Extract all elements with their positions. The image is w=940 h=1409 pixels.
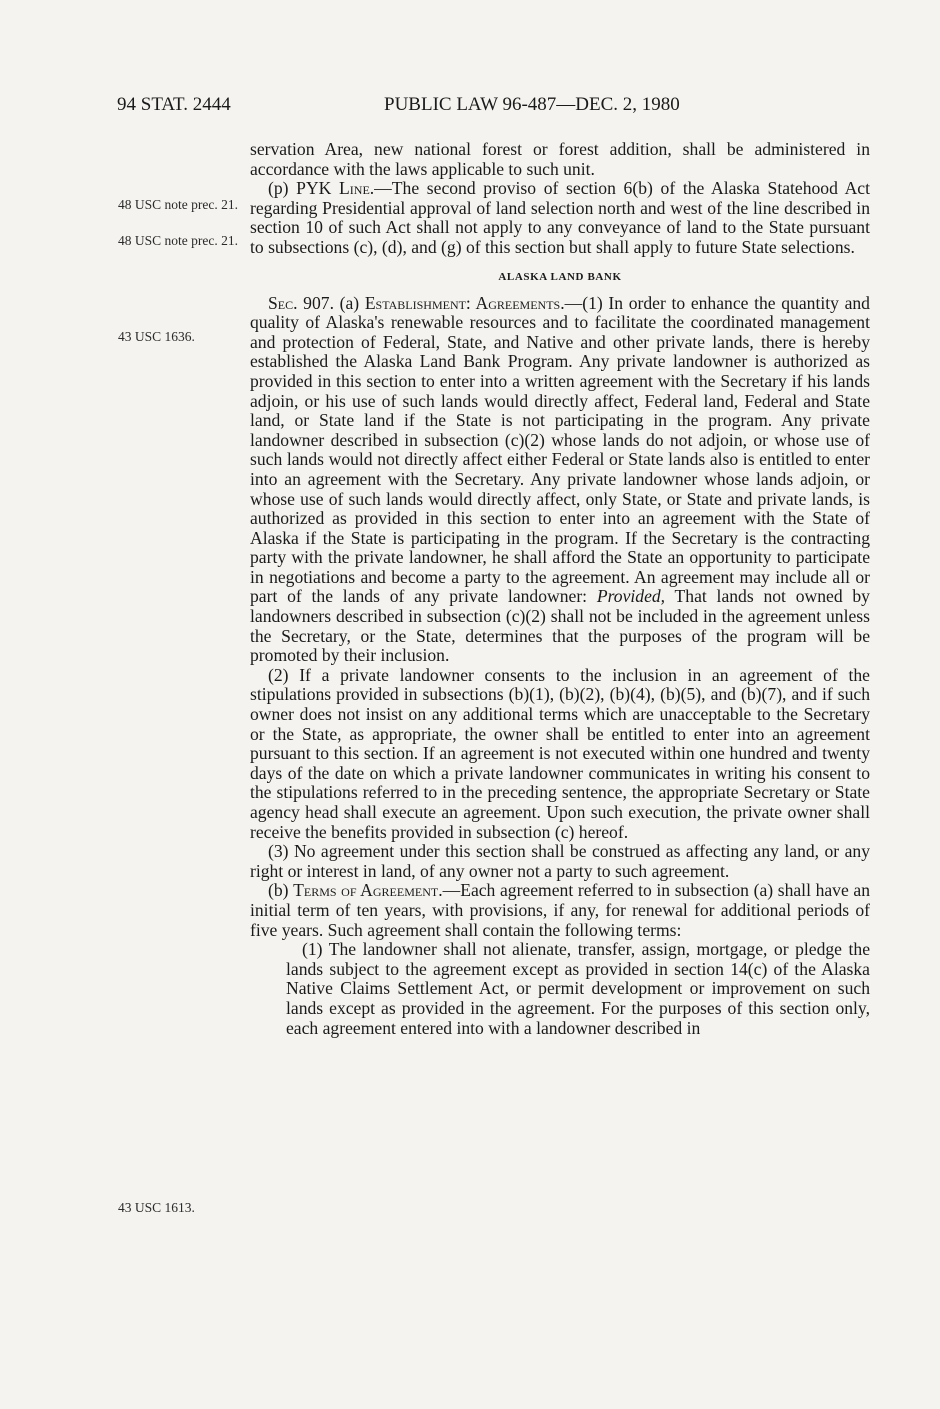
body-text bbox=[250, 140, 870, 1038]
statute-page-ref: 94 STAT. 2444 bbox=[117, 94, 231, 115]
sec-num: . 907. (a) bbox=[293, 292, 365, 313]
paragraph-p-pyk-line bbox=[250, 179, 870, 257]
para-text: .—(1) In order to enhance the quantity and quality of Alaska's renewable resources and to facilitate the coordinated management and protection of Federal, State, and Native and other private lands, there is hereby established the Alaska Land Bank Program. Any private landowner is authorized as provided in this section to enter into a written agreement with the Secretary if his lands adjoin, or his use of such lands would directly affect, Federal land, Federal and State land, or State land if the State is not participating in the program. Any private landowner described in subsection (c)(2) whose lands do not adjoin, or whose use of such lands would not directly affect either Federal or State lands also is entitled to enter into an agreement with the Secretary. Any private landowner whose lands adjoin, or whose use of such lands would directly affect, only State, or State and private lands, is authorized as provided in this section to enter into an agreement with the State of Alaska if the State is participating in the program. If the Secretary is the contracting party with the private landowner, he shall afford the State an opportunity to participate in negotiations and become a party to the agreement. An agreement may include all or part of the lands of any private landowner: bbox=[250, 292, 870, 607]
section-907-a1 bbox=[250, 294, 870, 666]
margin-note: 43 USC 1636. bbox=[118, 329, 195, 344]
section-heading: ALASKA LAND BANK bbox=[498, 270, 622, 283]
margin-note: 48 USC note prec. 21. bbox=[118, 197, 238, 212]
subsection-heading: Establishment: Agreements bbox=[364, 292, 561, 313]
para-lead: (p) PYK bbox=[268, 178, 340, 199]
para-lead: (b) bbox=[268, 880, 294, 901]
para-text: That lands not owned by landowners described in subsection (c)(2) shall not be included in the agreement unless the Secretary, or the State, determines that the purposes of the program will be promoted by their inclusion. bbox=[250, 586, 870, 666]
running-title: PUBLIC LAW 96-487—DEC. 2, 1980 bbox=[384, 94, 680, 115]
sec-abbr: Sec bbox=[268, 292, 294, 313]
margin-note: 48 USC note prec. 21. bbox=[118, 233, 238, 248]
provided-term: Provided, bbox=[596, 586, 666, 607]
page-header bbox=[0, 94, 940, 120]
paragraph-b1 bbox=[250, 940, 870, 1038]
continuation-paragraph: servation Area, new national forest or forest addition, shall be administered in accordance with the laws applicable to such unit. bbox=[250, 139, 870, 179]
margin-note: 43 USC 1613. bbox=[118, 1200, 195, 1215]
para-text: (1) The landowner shall not alienate, transfer, assign, mortgage, or pledge the lands subject to the agreement except as provided in section 14(c) of the Alaska Native Claims Settlement Act, or permit development or improvement on such lands except as provided in the agreement. For the purposes of this section only, each agreement entered into with a landowner described in bbox=[286, 939, 870, 1038]
para-heading: Line bbox=[339, 178, 370, 199]
para-text: .—Each agreement referred to in subsection (a) shall have an initial term of ten years, with provisions, if any, for renewal for additional periods of five years. Such agreement shall contain the following terms: bbox=[250, 880, 871, 940]
para-text: .—The second proviso of section 6(b) of the Alaska Statehood Act regarding Presidential approval of land selection north and west of the line described in section 10 of such Act shall not apply to any conveyance of land to the State pursuant to subsections (c), (d), and (g) of this section but shall apply to future State selections. bbox=[250, 178, 870, 257]
paragraph-a2: (2) If a private landowner consents to the inclusion in an agreement of the stipulations provided in subsections (b)(1), (b)(2), (b)(4), (b)(5), and (b)(7), and if such owner does not insist on any additional terms which are unacceptable to the Secretary or the State, as appropriate, the owner shall be entitled to enter into an agreement pursuant to this section. If an agreement is not executed within one hundred and twenty days of the date on which a private landowner communicates in writing his consent to the stipulations referred to in the preceding sentence, the appropriate Secretary or State agency head shall execute an agreement. Upon such execution, the private owner shall receive the benefits provided in subsection (c) hereof. bbox=[250, 664, 870, 842]
paragraph-a3: (3) No agreement under this section shall be construed as affecting any land, or any right or interest in land, of any owner not a party to such agreement. bbox=[250, 841, 870, 881]
subsection-heading: Terms of Agreement bbox=[293, 880, 439, 901]
subsection-b bbox=[250, 881, 870, 940]
